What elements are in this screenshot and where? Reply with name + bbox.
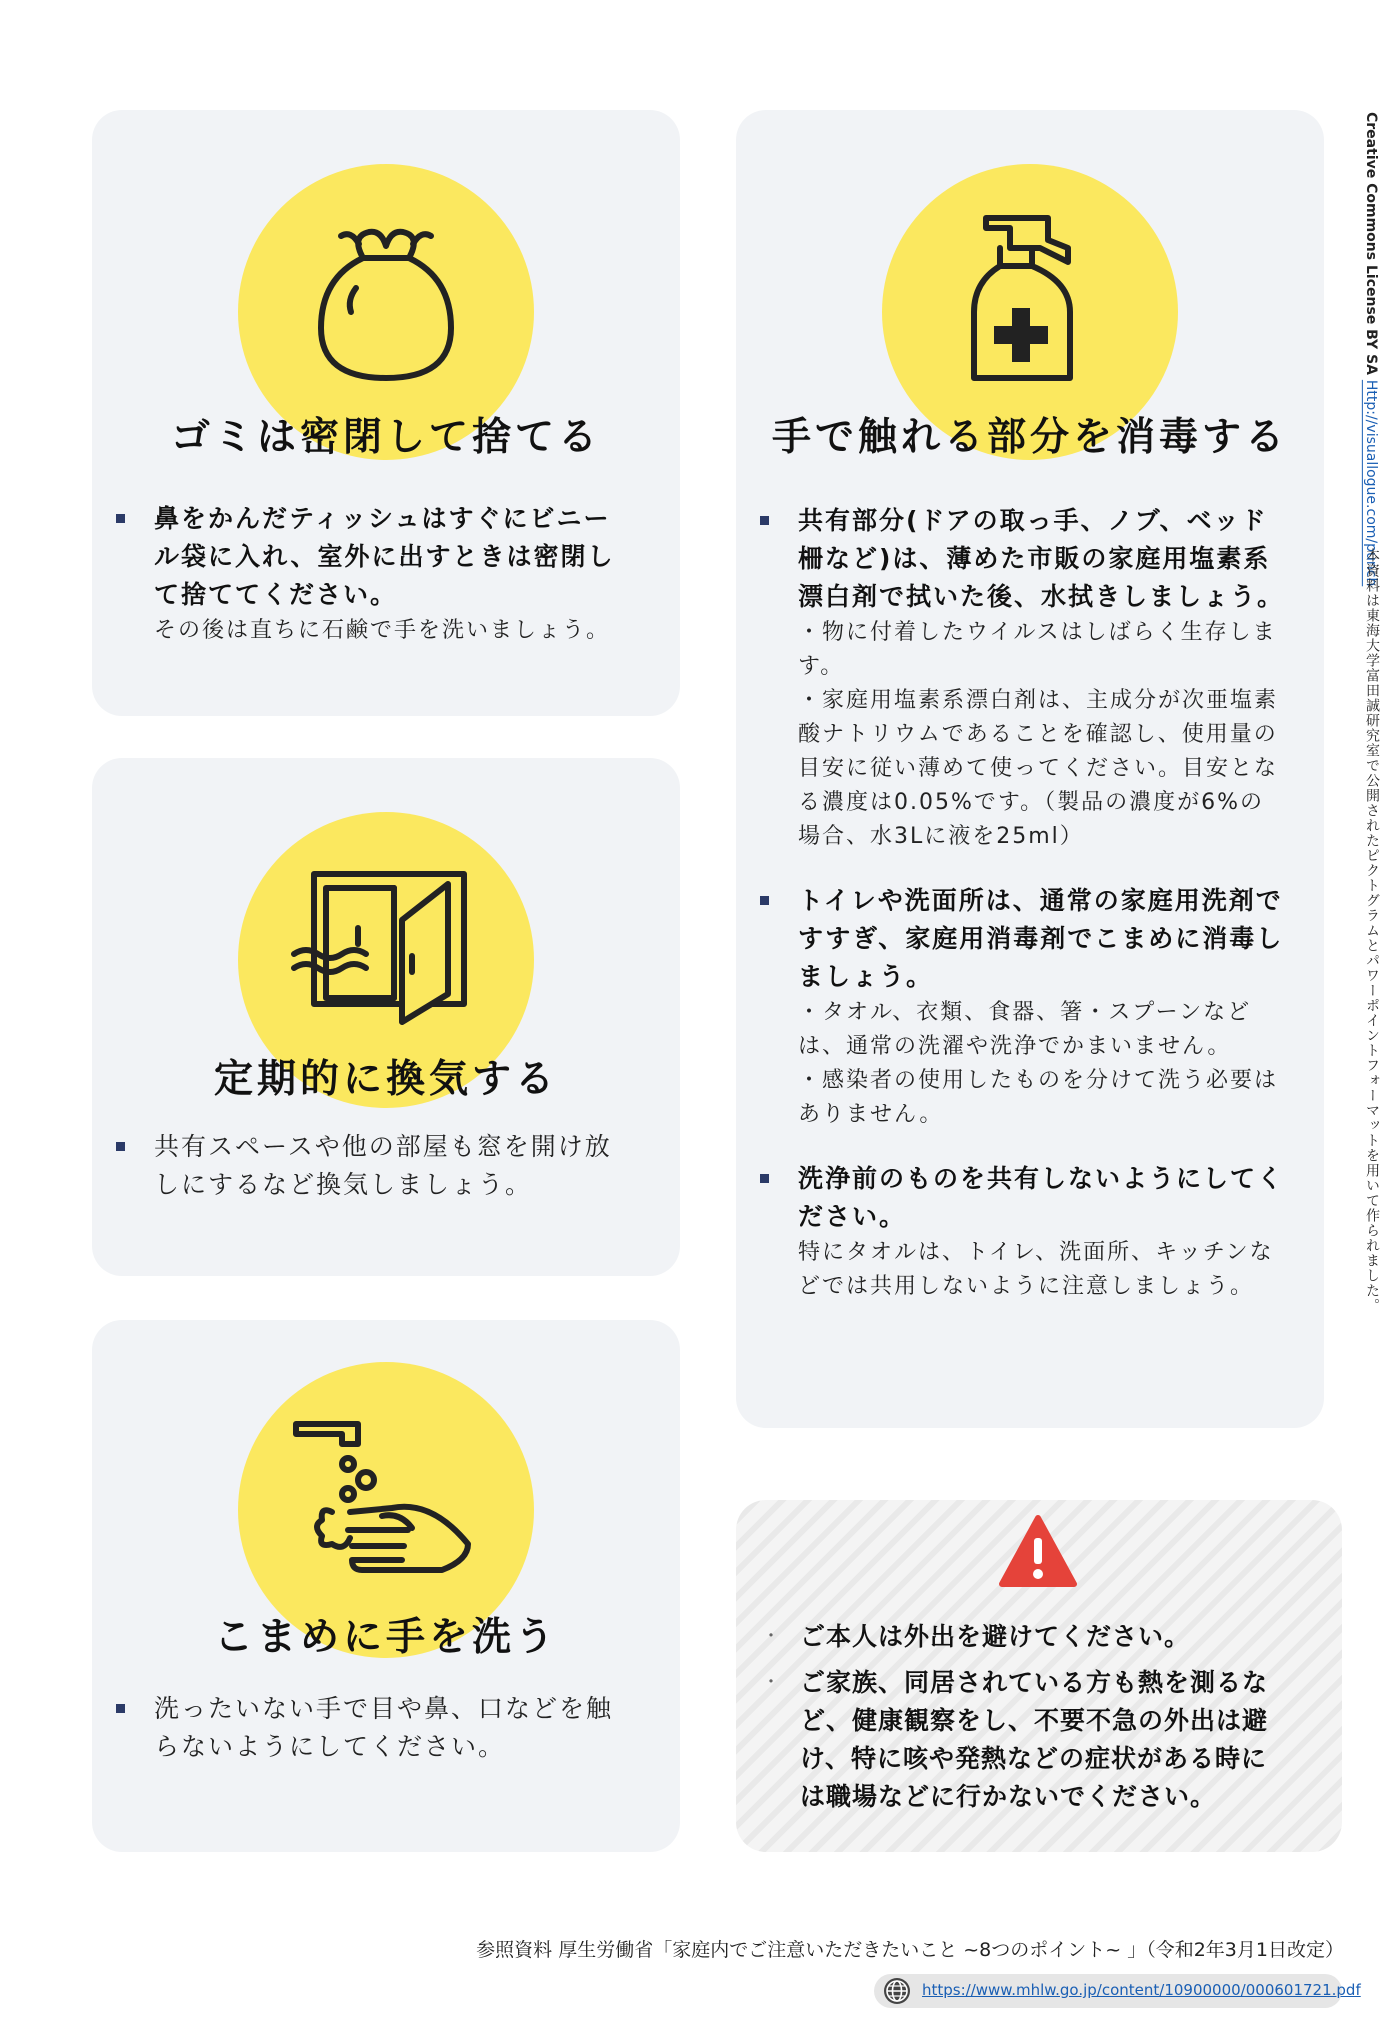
card-title: こまめに手を洗う bbox=[213, 1615, 558, 1660]
card-handwash bbox=[92, 1320, 680, 1852]
open-window-icon bbox=[290, 868, 470, 1028]
license-link[interactable]: Http://visuallogue.com/punch bbox=[1363, 379, 1379, 587]
list-item: 鼻をかんだティッシュはすぐにビニール袋に入れ、室外に出すときは密閉して捨ててください。 その後は直ちに石鹸で手を洗いましょう。 bbox=[116, 500, 636, 648]
reference-text: 参照資料 厚生労働省「家庭内でご注意いただきたいこと ~8つのポイント~ 」（令和2年3月1日改定） bbox=[476, 1939, 1344, 1961]
list-item: 洗浄前のものを共有しないようにしてください。 特にタオルは、トイレ、洗面所、キッチンなどでは共用しないように注意しましょう。 bbox=[760, 1160, 1284, 1304]
bullet-list bbox=[760, 502, 1284, 1332]
card-garbage bbox=[92, 110, 680, 716]
license-text: Creative Commons License BY SA Http://visuallogue.com/punch bbox=[1363, 112, 1379, 587]
list-item: 共有スペースや他の部屋も窓を開け放しにするなど換気しましょう。 bbox=[116, 1128, 636, 1204]
url-link[interactable]: https://www.mhlw.go.jp/content/10900000/000601721.pdf bbox=[922, 1981, 1361, 1999]
globe-icon bbox=[882, 1977, 912, 2005]
spray-bottle-icon bbox=[970, 202, 1090, 392]
warning-list bbox=[762, 1618, 1292, 1824]
warning-card bbox=[736, 1500, 1342, 1852]
url-pill[interactable] bbox=[874, 1974, 1361, 2008]
garbage-bag-icon bbox=[311, 218, 461, 388]
list-item: 共有部分(ドアの取っ手、ノブ、ベッド柵など)は、薄めた市販の家庭用塩素系漂白剤で拭いた後、水拭きしましょう。 ・物に付着したウイルスはしばらく生存します。 ・家庭用塩素系漂白剤は、主成分が次亜塩素酸ナトリウムであることを確認し、使用量の目安に従い薄めて使ってください。目安となる濃度は0.05%です。（製品の濃度が6%の場合、水3Lに液を25ml） bbox=[760, 502, 1284, 854]
bullet-list bbox=[116, 1690, 636, 1794]
hand-washing-icon bbox=[292, 1420, 482, 1580]
list-item: トイレや洗面所は、通常の家庭用洗剤ですすぎ、家庭用消毒剤でこまめに消毒しましょう。 ・タオル、衣類、食器、箸・スプーンなどは、通常の洗濯や洗浄でかまいません。 ・感染者の使用したものを分けて洗う必要はありません。 bbox=[760, 882, 1284, 1132]
list-item: ・ ご本人は外出を避けてください。 bbox=[762, 1618, 1292, 1656]
credit-text: 本資料は東海大学富田誠研究室で公開されたピクトグラムとパワーポイントフォーマットを用いて作られました。 bbox=[1364, 548, 1380, 1313]
card-title: 定期的に換気する bbox=[213, 1057, 558, 1102]
card-title: 手で触れる部分を消毒する bbox=[771, 415, 1288, 460]
list-item: ・ ご家族、同居されている方も熱を測るなど、健康観察をし、不要不急の外出は避け、特に咳や発熱などの症状がある時には職場などに行かないでください。 bbox=[762, 1664, 1292, 1816]
card-disinfect bbox=[736, 110, 1324, 1428]
card-ventilate bbox=[92, 758, 680, 1276]
bullet-list bbox=[116, 1128, 636, 1232]
list-item: 洗ったいない手で目や鼻、口などを触らないようにしてください。 bbox=[116, 1690, 636, 1766]
bullet-list bbox=[116, 500, 636, 676]
card-title: ゴミは密閉して捨てる bbox=[170, 415, 601, 460]
warning-triangle-icon bbox=[998, 1514, 1078, 1588]
